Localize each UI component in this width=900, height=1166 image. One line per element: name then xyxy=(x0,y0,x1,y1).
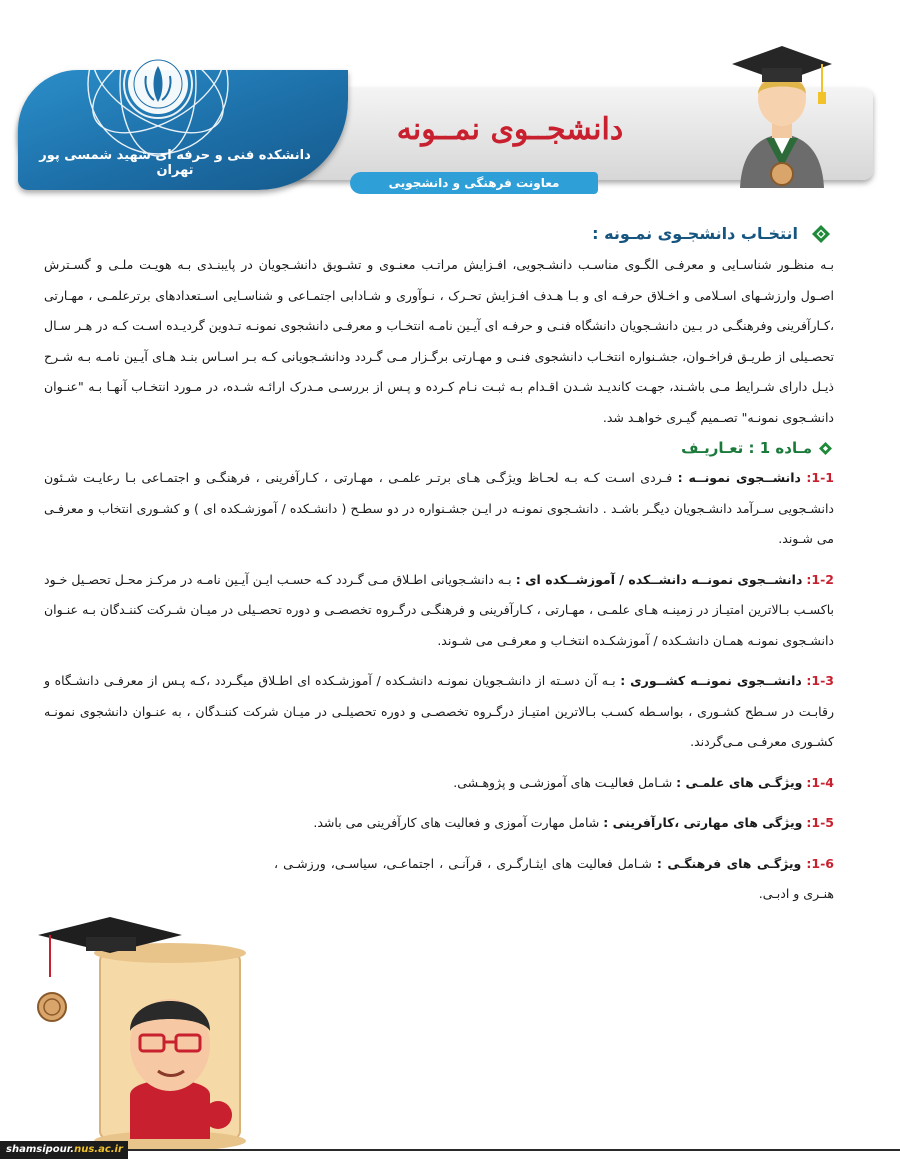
definition-item xyxy=(44,666,834,758)
definition-text: شامل مهارت آموزی و فعالیت های کارآفرینی می باشد. xyxy=(313,815,600,830)
definition-item xyxy=(44,768,834,799)
definition-item xyxy=(44,808,834,839)
footer-divider xyxy=(128,1149,900,1151)
section-heading xyxy=(44,218,834,250)
definition-item xyxy=(44,565,834,657)
definition-item xyxy=(44,463,834,555)
article-content xyxy=(44,218,834,920)
definition-number: 1-2: xyxy=(806,571,834,587)
article-heading-text: مـاده 1 : تعـاریـف xyxy=(681,439,812,457)
definition-number: 1-4: xyxy=(806,774,834,790)
green-diamond-bullet-icon xyxy=(812,225,830,243)
definition-number: 1-5: xyxy=(806,815,834,830)
definition-term: دانشــجوی نمونــه کشــوری : xyxy=(620,673,802,688)
banner-subtitle: معاونت فرهنگی و دانشجویی xyxy=(350,172,598,194)
definition-term: ویژگـی های فرهنگـی : xyxy=(656,855,802,871)
definition-item xyxy=(44,849,834,910)
definition-text: فـردی اسـت کـه بـه لحـاظ ویژگـی هـای برتـر علمـی ، مهـارتی ، کـارآفرینی ، فرهنگـی و اجتمـاعی بـا رعایـت شـئون دانشـجویی سـرآمد دانشـجویان دیگـر باشـد . دانشـجوی نمونـه در ایـن جشـنواره در دو سطـح ( دانشـکده / آموزشـکده ای ) و کشـوری انتخاب و معرفـی می شـوند. xyxy=(44,470,834,546)
definition-number: 1-6: xyxy=(806,855,834,871)
site-domain: nus.ac.ir xyxy=(74,1144,123,1155)
scroll-graduate-icon xyxy=(30,905,265,1155)
definition-term: دانشــجوی نمونــه : xyxy=(677,470,801,485)
college-name: دانشکده فنی و حرفه ای شهید شمسی پور تهران xyxy=(39,148,311,178)
definition-term: ویژگـی های علمـی : xyxy=(676,774,803,790)
article-heading xyxy=(44,433,834,463)
definition-number: 1-3: xyxy=(806,673,834,688)
definition-term: دانشــجوی نمونــه دانشــکده / آموزشــکده ای : xyxy=(515,571,803,587)
definition-text: بـه دانشـجویانی اطـلاق مـی گـردد کـه حسـب ایـن آیـین نامـه در مرکـز محـل تحصـیل خـود باکسـب بـالاترین امتیـاز در زمینـه هـای علمـی ، مهـارتی ، کـارآفرینی و فرهنگـی درگـروه تخصصـی و دوره تحصـیلی در میـان شـرکت کننـدگان بـه عنـوان دانشـجوی نمونـه همـان دانشـکده / آموزشکـده انتخـاب و معرفـی می شـوند. xyxy=(44,571,834,648)
definition-text: بـه آن دسـته از دانشـجویان نمونـه دانشـکده / آموزشـکده ای اطـلاق میگـردد ،کـه پـس از معرفـی دانشـگاه و رقابـت در سـطح کشـوری ، بواسـطه کسـب بـالاترین امتیـاز درگـروه تخصصـی و دوره تحصیلـی در میـان شرکت کننـدگان ، به عنـوان دانشجوی نمونـه کشـوری معرفـی مـی‌گردند. xyxy=(44,673,834,749)
definition-text: شـامل فعالیت های ایثـارگـری ، قرآنـی ، اجتماعـی، سیاسـی، ورزشـی ، هنـری و ادبـی. xyxy=(274,855,834,901)
intro-paragraph: بـه منظـور شناسـایی و معرفـی الگـوی مناسـب دانشـجویی، افـزایش مراتـب معنـوی و تشـویق دانشـجویان در پایبنـدی بـه هویـت ملـی و گسـترش اصـول وارزشـهای اسـلامی و اخـلاق حرفـه ای و بـا هـدف افـزایش تحـرک ، نـوآوری و شـادابی اجتمـاعی و شناسـایی اسـتعدادهای برترعلمـی ، مهـارتی ،کـارآفرینی وفرهنگـی در بـین دانشـجویان دانشگاه فنـی و حرفـه ای آیـین نامـه انتخـاب و معرفـی دانشجوی نمونـه تـدوین گردیـده اسـت کـه در هـر سـال تحصـیلی از طریـق فراخـوان، جشـنواره انتخـاب دانشجوی فنـی و مهـارتی برگـزار مـی گـردد ودانشـجویانی کـه بـر اسـاس بنـد هـای آیـین نامـه بـه شـرح ذیـل دارای شـرایط مـی باشـند، جهـت کاندیـد شـدن اقـدام بـه ثبـت نـام کـرده و پـس از بررسـی مـدرک ارائـه شـده، در مـورد انتخـاب آنهـا بـه "عنـوان دانشـجوی نمونـه" تصـمیم گیـری خواهـد شد. xyxy=(44,257,834,425)
definition-text: شـامل فعالیـت های آموزشـی و پژوهـشی. xyxy=(453,774,673,790)
definition-number: 1-1: xyxy=(806,470,834,485)
section-heading-text: انتخـاب دانشجـوی نمـونه : xyxy=(592,224,798,243)
graduate-avatar-icon xyxy=(722,28,842,188)
green-diamond-bullet-icon xyxy=(819,442,832,455)
site-prefix: shamsipour. xyxy=(6,1144,75,1155)
page-title: دانشجــوی نمــونه xyxy=(396,112,624,147)
emblem-logo-icon xyxy=(78,4,238,164)
definition-term: ویژگی های مهارتی ،کارآفرینی : xyxy=(603,815,803,830)
website-footer-link[interactable] xyxy=(0,1141,128,1159)
